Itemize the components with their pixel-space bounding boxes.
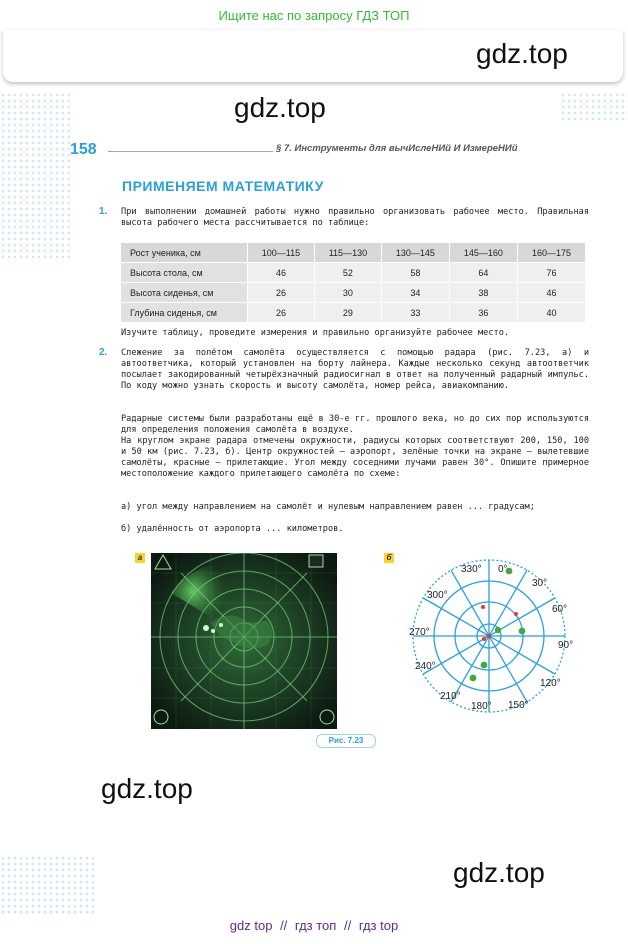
angle-label: 270° <box>409 627 430 638</box>
footer-link[interactable]: gdz top <box>229 918 273 933</box>
table-cell: 46 <box>517 283 585 303</box>
footer-separator: // <box>280 918 288 933</box>
radar-graphic <box>151 553 337 729</box>
page-number: 158 <box>70 141 97 158</box>
angle-label: 330° <box>461 564 482 575</box>
task-number: 2. <box>99 347 108 358</box>
arriving-plane <box>482 637 486 641</box>
table-cell: 40 <box>517 303 585 323</box>
angle-label: 210° <box>440 691 461 702</box>
table-cell: 76 <box>517 263 585 283</box>
angle-label: 150° <box>508 700 529 711</box>
table-cell: 38 <box>449 283 517 303</box>
table-header-cell: 160—175 <box>517 243 585 263</box>
bottom-links <box>0 918 628 933</box>
table-cell: Высота сиденья, см <box>121 283 248 303</box>
task-paragraph: Слежение за полётом самолёта осуществляется с помощью радара (рис. 7.23, а) и автоответчика, который установлен на борту лайнера. Каждые несколько секунд автоответчик посылает закодированный четырёхзначный радиосигнал в ответ на полученный радарный импульс. По коду можно узнать скорость и высоту самолёта, номер рейса, авиакомпанию. <box>121 348 589 391</box>
watermark: gdz.top <box>453 857 545 888</box>
angle-label: 300° <box>427 590 448 601</box>
table-cell: 29 <box>314 303 381 323</box>
angle-label: 180° <box>471 701 492 712</box>
angle-label: 60° <box>552 604 568 615</box>
table-header-cell: 115—130 <box>314 243 381 263</box>
radar-screen-image <box>151 553 337 729</box>
task-number: 1. <box>99 206 108 217</box>
figure-label-a: а <box>135 553 145 563</box>
angle-label: 90° <box>558 640 574 651</box>
desk-height-table <box>120 242 586 323</box>
header-rule <box>108 151 273 152</box>
dot-decoration <box>0 855 95 915</box>
table-cell: 58 <box>381 263 449 283</box>
table-header-row <box>121 243 586 263</box>
watermark: gdz.top <box>234 92 326 123</box>
table-cell: 36 <box>449 303 517 323</box>
table-cell: 52 <box>314 263 381 283</box>
arriving-plane <box>481 605 485 609</box>
footer-link[interactable]: гдз top <box>358 918 399 933</box>
table-row <box>121 303 586 323</box>
dot-decoration <box>0 92 70 262</box>
watermark: gdz.top <box>476 38 568 69</box>
table-cell: 26 <box>248 283 315 303</box>
table-row <box>121 263 586 283</box>
table-cell: 64 <box>449 263 517 283</box>
departing-plane <box>481 662 488 669</box>
table-row <box>121 283 586 303</box>
footer-separator: // <box>343 918 352 933</box>
departing-plane <box>495 627 501 633</box>
dot-decoration <box>560 92 628 122</box>
airport-center <box>487 634 491 638</box>
footer-link[interactable]: гдз топ <box>294 918 337 933</box>
task-followup: Изучите таблицу, проведите измерения и правильно организуйте рабочее место. <box>121 328 510 338</box>
figure-label-b: б <box>384 553 394 563</box>
polar-radar-diagram <box>398 556 588 716</box>
top-banner <box>0 0 628 34</box>
arriving-plane <box>514 612 518 616</box>
table-cell: 30 <box>314 283 381 303</box>
angle-label: 30° <box>532 578 548 589</box>
table-cell: 46 <box>248 263 315 283</box>
watermark: gdz.top <box>101 773 193 804</box>
table-header-cell: 100—115 <box>248 243 315 263</box>
task-paragraph: б) удалённость от аэропорта ... километров. <box>121 524 344 534</box>
angle-label: 120° <box>540 678 561 689</box>
table-header-cell: 130—145 <box>381 243 449 263</box>
table-header-cell: Рост ученика, см <box>121 243 248 263</box>
page-title: ПРИМЕНЯЕМ МАТЕМАТИКУ <box>122 178 324 194</box>
task-paragraph: На круглом экране радара отмечены окружности, радиусы которых соответствуют 200, 150, 100 и 50 км (рис. 7.23, б). Центр окружностей — аэропорт, зелёные точки на экране — вылетевшие самолёты, красные — прилетающие. Угол между соседними лучами равен 30°. Опишите примерное местоположение каждого прилетающего самолёта по схеме: <box>121 436 589 479</box>
angle-label: 0° <box>498 564 508 575</box>
table-cell: 33 <box>381 303 449 323</box>
table-cell: Глубина сиденья, см <box>121 303 248 323</box>
table-cell: Высота стола, см <box>121 263 248 283</box>
search-hint-text[interactable]: Ищите нас по запросу ГДЗ ТОП <box>218 8 410 23</box>
departing-plane <box>470 675 477 682</box>
section-header: § 7. Инструменты для вычИслеНИй И ИзмереНИй <box>276 143 518 154</box>
task-paragraph: а) угол между направлением на самолёт и нулевым направлением равен ... градусам; <box>121 502 535 512</box>
table-header-cell: 145—160 <box>449 243 517 263</box>
table-cell: 26 <box>248 303 315 323</box>
table-cell: 34 <box>381 283 449 303</box>
task-paragraph: Радарные системы были разработаны ещё в 30-е гг. прошлого века, но до сих пор используются для определения положения самолёта в воздухе. <box>121 414 589 435</box>
angle-label: 240° <box>415 661 436 672</box>
figure-caption: Рис. 7.23 <box>316 734 376 748</box>
task-text: При выполнении домашней работы нужно правильно организовать рабочее место. Правильная высота рабочего места рассчитывается по таблице: <box>121 207 589 228</box>
departing-plane <box>519 628 526 635</box>
